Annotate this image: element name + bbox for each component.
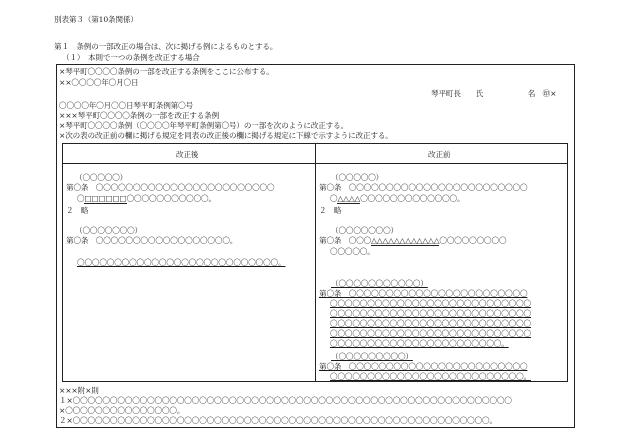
before-amended-text: △△△△△△△△△△△△ [371, 236, 440, 245]
before-deleted-article-line-2: 〇〇〇〇〇〇〇〇〇〇〇〇〇〇〇〇〇〇〇〇〇〇〇〇〇〇〇 [330, 299, 531, 308]
section-1-subheading: （１） 本則で一つの条例を改正する場合 [62, 53, 200, 62]
section-1-heading: 第１ 条例の一部改正の場合は、次に掲げる例によるものとする。 [54, 42, 278, 51]
before-unchanged-text: 〇〇〇〇〇〇〇〇〇〇〇〇〇。 [360, 194, 465, 203]
column-header-before: 改正前 [428, 150, 451, 159]
table-right-border [567, 143, 568, 382]
before-deleted-article-2-caption: （〇〇〇〇〇〇〇〇〇） [331, 352, 413, 361]
before-unchanged-text: 第〇条 〇〇〇 [319, 236, 372, 245]
before-deleted-article-line-5: 〇〇〇〇〇〇〇〇〇〇〇〇〇〇〇〇〇〇〇〇〇〇〇〇〇〇〇 [330, 329, 531, 338]
before-unchanged-text: 〇 [330, 194, 338, 203]
before-paragraph-2: ２ 略 [319, 206, 342, 215]
ordinance-number: 〇〇〇〇年〇月〇〇日琴平町条例第〇号 [59, 101, 193, 110]
before-article-1-line-1: 第〇条 〇〇〇〇〇〇〇〇〇〇〇〇〇〇〇〇〇〇〇〇〇〇〇〇 [319, 183, 528, 192]
supplementary-1-line-2: ×〇〇〇〇〇〇〇〇〇〇〇〇〇〇〇。 [59, 406, 185, 415]
supplementary-1-line-1: １×〇〇〇〇〇〇〇〇〇〇〇〇〇〇〇〇〇〇〇〇〇〇〇〇〇〇〇〇〇〇〇〇〇〇〇〇〇〇〇〇〇〇〇〇〇〇〇〇〇〇〇〇〇〇〇〇〇〇〇 [59, 396, 512, 405]
after-unchanged-text: 〇 [77, 194, 85, 203]
after-unchanged-text: 〇〇〇〇〇〇〇〇〇〇〇。 [126, 194, 216, 203]
after-article-2-line-1: 第〇条 〇〇〇〇〇〇〇〇〇〇〇〇〇〇〇〇〇〇。 [66, 236, 238, 245]
after-article-1-line-2 [77, 194, 216, 203]
after-article-2-caption: （〇〇〇〇〇〇〇） [75, 226, 142, 235]
appendix-title: 別表第３（第10条関係） [54, 15, 138, 24]
before-article-2-line-1 [319, 236, 506, 245]
amendment-instruction: ×次の表の改正前の欄に掲げる規定を同表の改正後の欄に掲げる規定に下線で示すように改正する。 [59, 131, 393, 140]
before-article-2-caption: （〇〇〇〇〇〇〇） [331, 226, 398, 235]
after-amended-text: □□□□□□ [84, 194, 127, 203]
before-deleted-article-line-3: 〇〇〇〇〇〇〇〇〇〇〇〇〇〇〇〇〇〇〇〇〇〇〇〇〇〇〇 [330, 309, 531, 318]
amendment-statement: ×琴平町〇〇〇〇条例（〇〇〇〇年琴平町条例第〇号）の一部を次のように改正する。 [59, 121, 349, 130]
supplementary-title: ×××附×則 [59, 386, 99, 395]
before-amended-text: △△△△ [337, 194, 361, 203]
before-article-1-caption: （〇〇〇〇〇） [331, 173, 384, 182]
after-paragraph-2: ２ 略 [66, 206, 89, 215]
promulgation-date: ××〇〇〇〇年〇月〇日 [59, 78, 139, 87]
after-new-text: 〇〇〇〇〇〇〇〇〇〇〇〇〇〇〇〇〇〇〇〇〇〇〇〇〇〇〇。 [77, 258, 286, 267]
before-deleted-article-2-line-2: 〇〇〇〇〇〇〇〇〇〇〇〇〇〇〇〇〇〇〇〇〇〇〇〇〇〇。 [330, 372, 531, 381]
before-article-1-line-2 [330, 194, 464, 203]
supplementary-2-line-1: ２×〇〇〇〇〇〇〇〇〇〇〇〇〇〇〇〇〇〇〇〇〇〇〇〇〇〇〇〇〇〇〇〇〇〇〇〇〇〇〇〇〇〇〇〇〇〇〇〇〇〇〇〇〇〇〇〇。 [59, 416, 497, 425]
table-left-border [62, 143, 63, 382]
before-unchanged-text: 〇〇〇〇〇〇〇〇〇 [439, 236, 507, 245]
ordinance-title: ×××琴平町〇〇〇〇条例の一部を改正する条例 [59, 111, 220, 120]
before-deleted-article-line-6: 〇〇〇〇〇〇〇〇〇〇〇〇〇〇〇〇〇〇〇〇〇〇〇。 [330, 339, 509, 348]
after-article-1-line-1: 第〇条 〇〇〇〇〇〇〇〇〇〇〇〇〇〇〇〇〇〇〇〇〇〇〇〇 [66, 183, 275, 192]
column-header-after: 改正後 [176, 150, 199, 159]
promulgation-line: ×琴平町〇〇〇〇条例の一部を改正する条例をここに公布する。 [59, 67, 274, 76]
mayor-signature: 琴平町長 氏 名 ㊞× [431, 89, 557, 98]
after-article-1-caption: （〇〇〇〇〇） [75, 173, 128, 182]
table-center-divider [315, 143, 316, 382]
before-deleted-article-line-4: 〇〇〇〇〇〇〇〇〇〇〇〇〇〇〇〇〇〇〇〇〇〇〇〇〇〇〇 [330, 319, 531, 328]
before-deleted-article-caption: （〇〇〇〇〇〇〇〇〇〇〇） [331, 279, 428, 288]
before-deleted-article-2-line-1: 第〇条 〇〇〇〇〇〇〇〇〇〇〇〇〇〇〇〇〇〇〇〇〇〇〇〇 [319, 362, 528, 371]
before-article-2-line-2: 〇〇〇〇〇。 [330, 247, 375, 256]
before-deleted-article-line-1: 第〇条 〇〇〇〇〇〇〇〇〇〇〇〇〇〇〇〇〇〇〇〇〇〇〇〇 [319, 289, 528, 298]
